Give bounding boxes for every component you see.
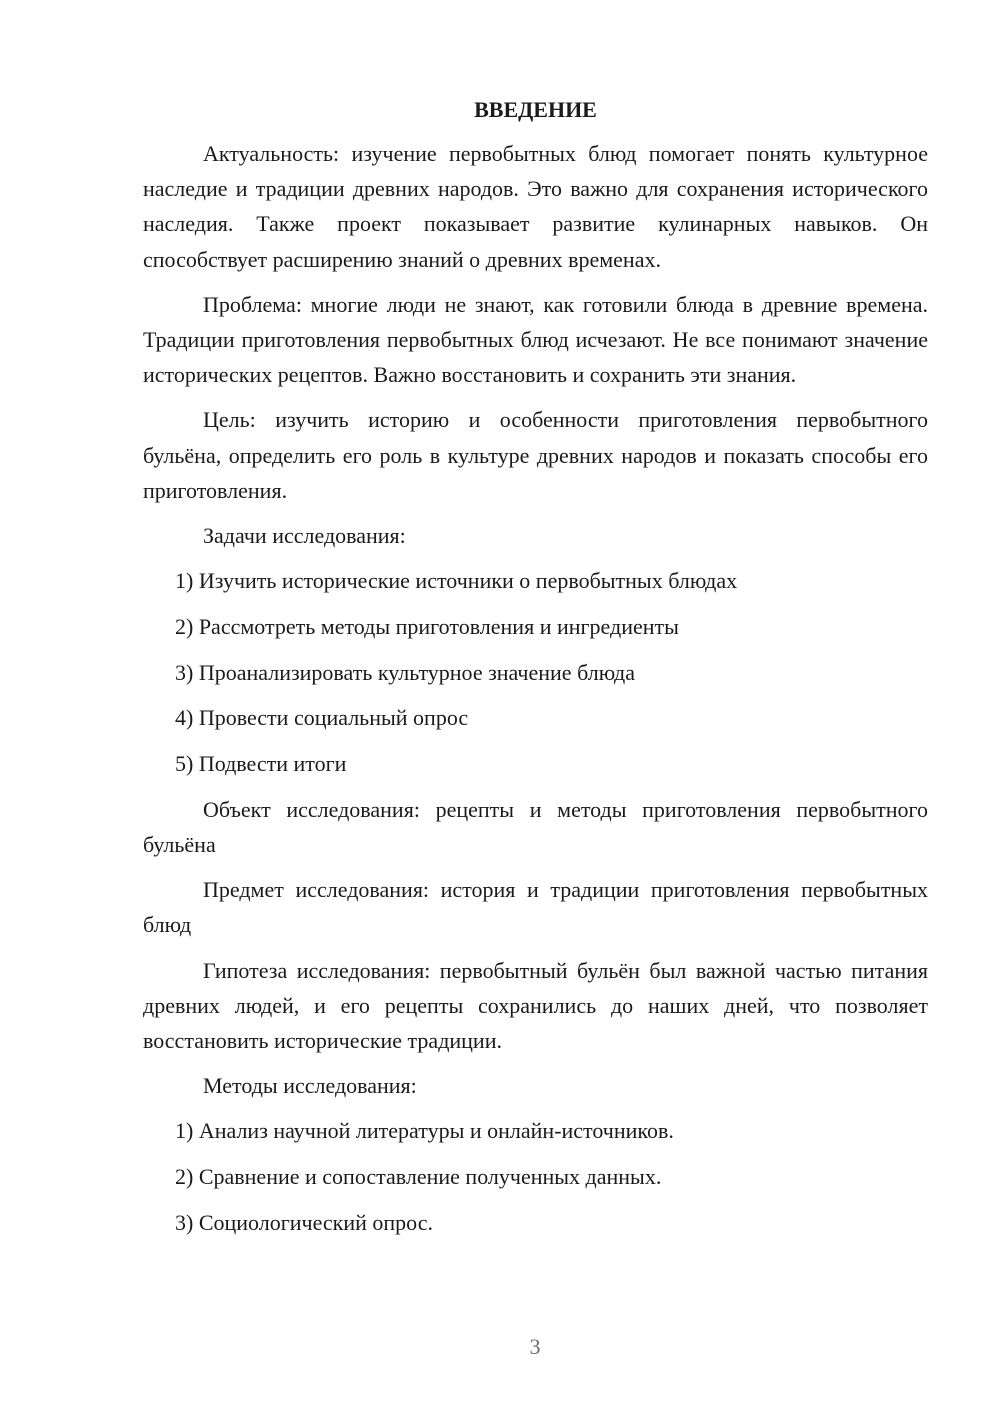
- method-item: 1) Анализ научной литературы и онлайн-источников.: [175, 1118, 674, 1144]
- relevance-paragraph: Актуальность: изучение первобытных блюд помогает понять культурное наследие и традиции древних народов. Это важно для сохранения исторического наследия. Также проект показывает развитие кулинарных навыков. Он способствует расширению знаний о древних временах.: [143, 141, 928, 272]
- methods-list: [143, 1113, 928, 1240]
- task-item: 4) Провести социальный опрос: [175, 705, 469, 731]
- task-item: 2) Рассмотреть методы приготовления и ингредиенты: [175, 613, 679, 639]
- subject-paragraph: Предмет исследования: история и традиции приготовления первобытных блюд: [143, 877, 928, 938]
- methods-heading: Методы исследования:: [203, 1073, 417, 1099]
- tasks-list: [143, 563, 928, 781]
- task-item: 5) Подвести итоги: [175, 751, 347, 777]
- hypothesis-paragraph: Гипотеза исследования: первобытный бульён был важной частью питания древних людей, и его рецепты сохранились до наших дней, что позволяет восстановить исторические традиции.: [143, 957, 928, 1053]
- problem-paragraph: Проблема: многие люди не знают, как готовили блюда в древние времена. Традиции приготовления первобытных блюд исчезают. Не все понимают значение исторических рецептов. Важно восстановить и сохранить эти знания.: [143, 291, 928, 388]
- section-title: ВВЕДЕНИЕ: [474, 97, 597, 122]
- task-item: 1) Изучить исторические источники о первобытных блюдах: [175, 568, 738, 594]
- method-item: 2) Сравнение и сопоставление полученных данных.: [175, 1164, 662, 1190]
- page-number: 3: [529, 1334, 541, 1359]
- object-paragraph: Объект исследования: рецепты и методы приготовления первобытного бульёна: [143, 796, 928, 857]
- task-item: 3) Проанализировать культурное значение блюда: [175, 659, 635, 685]
- page-content: [143, 94, 928, 1250]
- tasks-heading: Задачи исследования:: [203, 523, 406, 549]
- method-item: 3) Социологический опрос.: [175, 1209, 433, 1235]
- goal-paragraph: Цель: изучить историю и особенности приготовления первобытного бульёна, определить его роль в культуре древних народов и показать способы его приготовления.: [143, 407, 928, 503]
